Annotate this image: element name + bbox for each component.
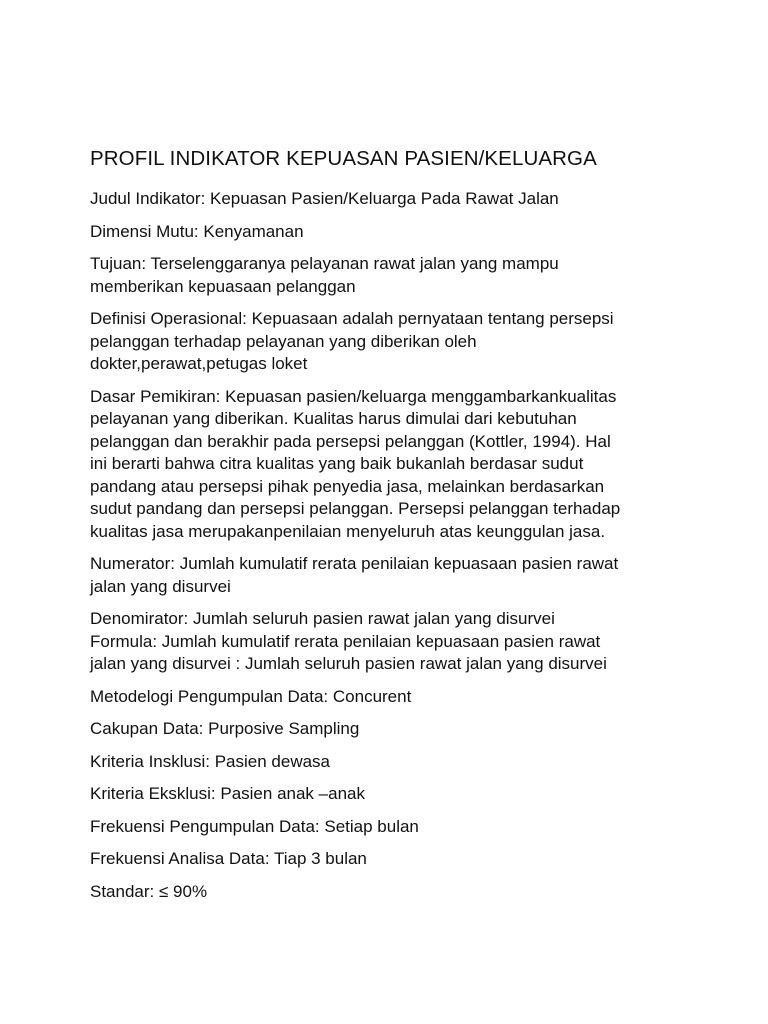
- text-line: kualitas jasa merupakanpenilaian menyeluruh atas keunggulan jasa.: [90, 521, 606, 541]
- paragraph-dasar-pemikiran: [90, 386, 690, 544]
- text-line: pelanggan terhadap pelayanan yang diberikan oleh: [90, 331, 477, 351]
- text-line: ini berarti bahwa citra kualitas yang baik bukanlah berdasar sudut: [90, 454, 584, 473]
- paragraph-frekuensi-analisa: [90, 848, 690, 871]
- paragraph-definisi-operasional: [90, 308, 690, 376]
- paragraph-numerator: [90, 553, 690, 598]
- text-line: Metodelogi Pengumpulan Data: Concurent: [90, 686, 412, 706]
- text-line: Kriteria Eksklusi: Pasien anak –anak: [90, 784, 365, 803]
- text-line: Formula: Jumlah kumulatif rerata penilaian kepuasaan pasien rawat: [90, 631, 601, 651]
- paragraph-tujuan: [90, 253, 690, 298]
- document-title: PROFIL INDIKATOR KEPUASAN PASIEN/KELUARGA: [90, 147, 597, 170]
- paragraph-kriteria-eksklusi: [90, 783, 690, 806]
- text-line: sudut pandang dan persepsi pelanggan. Persepsi pelanggan terhadap: [90, 499, 621, 518]
- text-line: Cakupan Data: Purposive Sampling: [90, 719, 360, 738]
- paragraph-denomirator-formula: [90, 608, 690, 676]
- paragraph-cakupan-data: [90, 718, 690, 741]
- text-line: Tujuan: Terselenggaranya pelayanan rawat jalan yang mampu: [90, 254, 559, 273]
- text-line: Dasar Pemikiran: Kepuasan pasien/keluarga menggambarkankualitas: [90, 386, 617, 406]
- paragraph-standar: [90, 881, 690, 904]
- paragraph-kriteria-insklusi: [90, 751, 690, 774]
- text-line: Denomirator: Jumlah seluruh pasien rawat jalan yang disurvei: [90, 609, 555, 628]
- text-line: pelayanan yang diberikan. Kualitas harus dimulai dari kebutuhan: [90, 409, 577, 428]
- text-line: Definisi Operasional: Kepuasaan adalah pernyataan tentang persepsi: [90, 309, 614, 328]
- text-line: Judul Indikator: Kepuasan Pasien/Keluarga Pada Rawat Jalan: [90, 189, 559, 208]
- text-line: Kriteria Insklusi: Pasien dewasa: [90, 751, 331, 771]
- text-line: Standar: ≤ 90%: [90, 881, 208, 901]
- paragraph-dimensi-mutu: [90, 221, 690, 244]
- text-line: Numerator: Jumlah kumulatif rerata penilaian kepuasaan pasien rawat: [90, 554, 619, 573]
- text-line: Frekuensi Pengumpulan Data: Setiap bulan: [90, 816, 419, 836]
- paragraph-metodelogi: [90, 686, 690, 709]
- text-line: dokter,perawat,petugas loket: [90, 354, 308, 373]
- paragraph-frekuensi-pengumpulan: [90, 816, 690, 839]
- text-line: pelanggan dan berakhir pada persepsi pelanggan (Kottler, 1994). Hal: [90, 431, 611, 451]
- text-line: memberikan kepuasaan pelanggan: [90, 276, 356, 296]
- text-line: jalan yang disurvei: [90, 576, 231, 596]
- text-line: Frekuensi Analisa Data: Tiap 3 bulan: [90, 849, 367, 868]
- text-line: Dimensi Mutu: Kenyamanan: [90, 221, 304, 241]
- paragraph-judul-indikator: [90, 188, 690, 211]
- text-line: jalan yang disurvei : Jumlah seluruh pasien rawat jalan yang disurvei: [90, 654, 607, 673]
- text-line: pandang atau persepsi pihak penyedia jasa, melainkan berdasarkan: [90, 476, 605, 496]
- document-page: [90, 146, 690, 913]
